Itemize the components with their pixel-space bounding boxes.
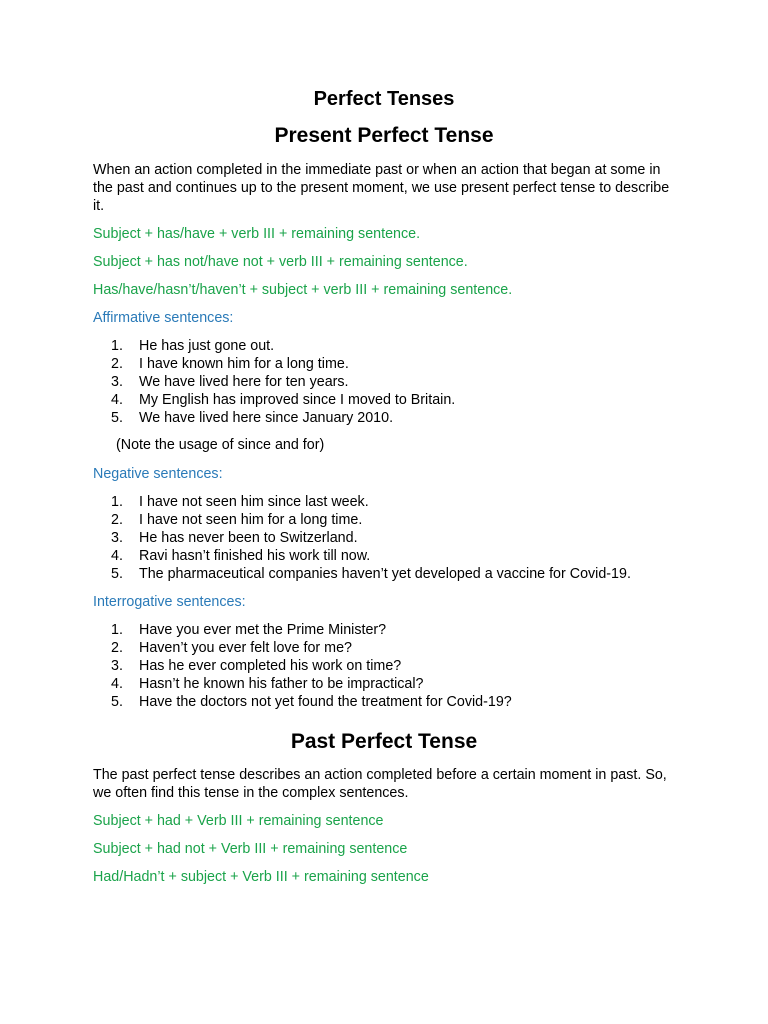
past-perfect-heading: Past Perfect Tense: [290, 730, 478, 753]
document-title: Perfect Tenses: [313, 88, 455, 110]
list-item: 5. We have lived here since January 2010.: [111, 410, 394, 426]
list-item: 1. Have you ever met the Prime Minister?: [111, 622, 387, 638]
present-formula-interrogative: Has/have/hasn’t/haven’t + subject + verb III + remaining sentence.: [93, 282, 513, 298]
past-intro: The past perfect tense describes an action completed before a certain moment in past. So, we often find this tense in the complex sentences.: [93, 767, 667, 801]
negative-heading: Negative sentences:: [93, 466, 223, 482]
present-intro: When an action completed in the immediate past or when an action that began at some in the past and continues up to the present moment, we use present perfect tense to describe it.: [93, 162, 670, 214]
usage-note: (Note the usage of since and for): [116, 437, 325, 453]
list-item: 4. Hasn’t he known his father to be impractical?: [111, 676, 424, 692]
negative-list: [93, 493, 631, 583]
list-item: 5. Have the doctors not yet found the treatment for Covid-19?: [111, 694, 512, 710]
past-formula-interrogative: Had/Hadn’t + subject + Verb III + remaining sentence: [93, 869, 429, 885]
interrogative-heading: Interrogative sentences:: [93, 594, 246, 610]
past-formula-negative: Subject + had not + Verb III + remaining sentence: [93, 841, 408, 857]
list-item: 2. I have not seen him for a long time.: [111, 512, 363, 528]
list-item: 4. My English has improved since I moved to Britain.: [111, 392, 456, 408]
list-item: 3. Has he ever completed his work on time?: [111, 658, 402, 674]
list-item: 1. I have not seen him since last week.: [111, 494, 369, 510]
list-item: 2. Haven’t you ever felt love for me?: [111, 640, 352, 656]
list-item: 4. Ravi hasn’t finished his work till now.: [111, 548, 371, 564]
list-item: 3. He has never been to Switzerland.: [111, 530, 358, 546]
affirmative-heading: Affirmative sentences:: [93, 310, 234, 326]
present-perfect-heading: Present Perfect Tense: [274, 124, 494, 147]
past-formula-affirmative: Subject + had + Verb III + remaining sentence: [93, 813, 384, 829]
list-item: 1. He has just gone out.: [111, 338, 275, 354]
list-item: 5. The pharmaceutical companies haven’t yet developed a vaccine for Covid-19.: [111, 566, 631, 582]
present-formula-affirmative: Subject + has/have + verb III + remaining sentence.: [93, 226, 421, 242]
list-item: 2. I have known him for a long time.: [111, 356, 349, 372]
present-formula-negative: Subject + has not/have not + verb III + remaining sentence.: [93, 254, 468, 270]
list-item: 3. We have lived here for ten years.: [111, 374, 349, 390]
affirmative-list: [93, 337, 455, 427]
interrogative-list: [93, 621, 512, 711]
